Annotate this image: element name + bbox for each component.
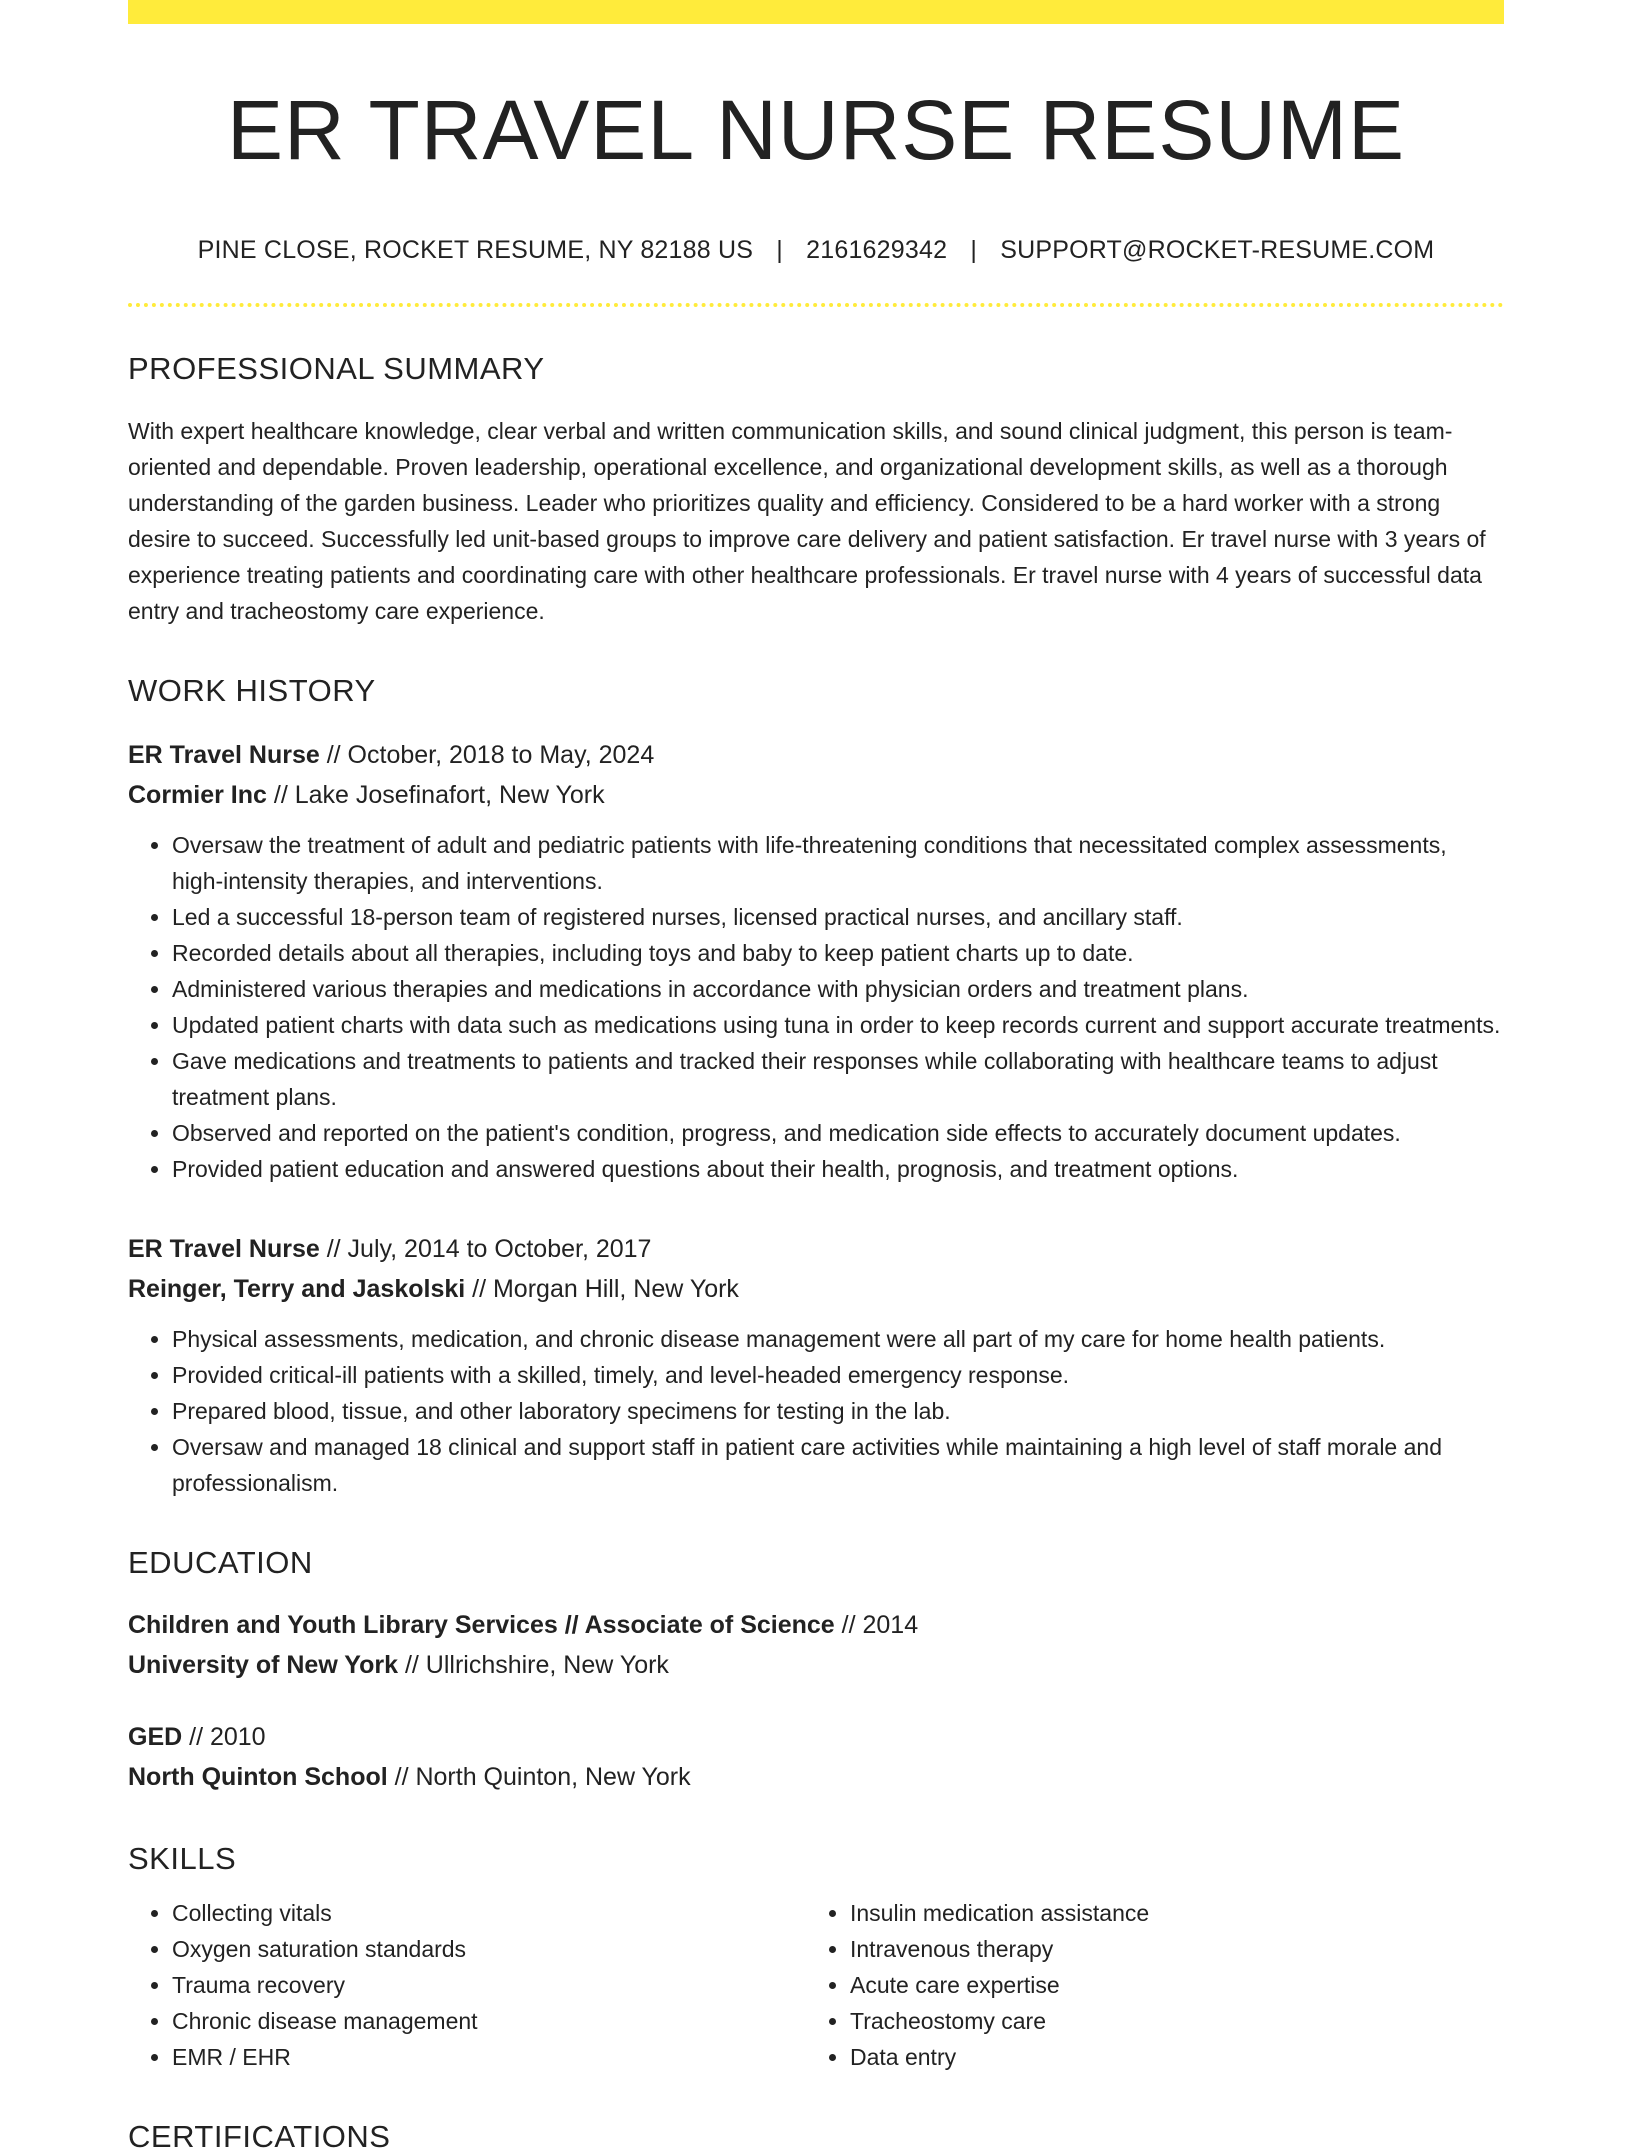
skill-item: • Oxygen saturation standards — [172, 1931, 806, 1967]
job-company: Reinger, Terry and Jaskolski — [128, 1275, 466, 1304]
skill-item: • Data entry — [850, 2039, 1484, 2075]
skill-item: • Acute care expertise — [850, 1967, 1484, 2003]
resume-title: ER TRAVEL NURSE RESUME — [226, 83, 1406, 177]
job-location: // Morgan Hill, New York — [465, 1275, 739, 1304]
education-degree-line — [128, 1605, 1504, 1645]
contact-address: PINE CLOSE, ROCKET RESUME, NY 82188 US — [197, 236, 754, 265]
work-history-heading: WORK HISTORY — [128, 673, 376, 709]
job-bullet: • Observed and reported on the patient's condition, progress, and medication side effects to accurately document updates. — [172, 1115, 1504, 1151]
job-bullet: • Administered various therapies and medications in accordance with physician orders and treatment plans. — [172, 971, 1504, 1007]
education-school: North Quinton School — [128, 1763, 388, 1792]
job-company: Cormier Inc — [128, 781, 267, 810]
skills-heading: SKILLS — [128, 1841, 237, 1877]
job-bullet: • Recorded details about all therapies, including toys and baby to keep patient charts up to date. — [172, 935, 1504, 971]
job-entry — [128, 1229, 1504, 1501]
education-year: // 2014 — [834, 1611, 919, 1640]
job-title-line — [128, 1229, 1504, 1269]
education-degree: Children and Youth Library Services // Associate of Science — [128, 1611, 835, 1640]
job-bullet: • Provided patient education and answered questions about their health, prognosis, and treatment options. — [172, 1151, 1504, 1187]
contact-separator: | — [776, 236, 783, 265]
education-degree-line — [128, 1717, 1504, 1757]
job-entry — [128, 735, 1504, 1187]
job-title-line — [128, 735, 1504, 775]
job-bullet: • Gave medications and treatments to patients and tracked their responses while collaborating with healthcare teams to adjust treatment plans. — [172, 1043, 1504, 1115]
job-company-line — [128, 775, 1504, 815]
job-title: ER Travel Nurse — [128, 1235, 320, 1264]
education-year: // 2010 — [182, 1723, 266, 1752]
certifications-heading: CERTIFICATIONS — [128, 2119, 391, 2155]
education-school-line — [128, 1645, 1504, 1685]
job-bullet: • Prepared blood, tissue, and other laboratory specimens for testing in the lab. — [172, 1393, 1504, 1429]
education-entry — [128, 1717, 1504, 1797]
summary-text: With expert healthcare knowledge, clear verbal and written communication skills, and sound clinical judgment, this person is team-oriented and dependable. Proven leadership, operational excellence, and organizational development skills, as well as a thorough understanding of the garden business. Leader who prioritizes quality and efficiency. Considered to be a hard worker with a strong desire to succeed. Successfully led unit-based groups to improve care delivery and patient satisfaction. Er travel nurse with 3 years of experience treating patients and coordinating care with other healthcare professionals. Er travel nurse with 4 years of successful data entry and tracheostomy care experience. — [128, 418, 1486, 625]
skill-item: • EMR / EHR — [172, 2039, 806, 2075]
summary-heading: PROFESSIONAL SUMMARY — [128, 351, 545, 387]
education-location: // North Quinton, New York — [387, 1763, 691, 1792]
job-bullets — [128, 827, 1504, 1187]
education-entry — [128, 1605, 1504, 1685]
job-bullet: • Provided critical-ill patients with a skilled, timely, and level-headed emergency response. — [172, 1357, 1504, 1393]
accent-top-bar — [128, 0, 1504, 24]
job-location: // Lake Josefinafort, New York — [266, 781, 605, 810]
job-bullet: • Updated patient charts with data such as medications using tuna in order to keep records current and support accurate treatments. — [172, 1007, 1504, 1043]
contact-separator: | — [970, 236, 978, 265]
skills-list-right — [806, 1895, 1484, 2075]
job-bullet: • Oversaw and managed 18 clinical and support staff in patient care activities while maintaining a high level of staff morale and professionalism. — [172, 1429, 1504, 1501]
skills-columns — [128, 1895, 1504, 2075]
job-bullet: • Physical assessments, medication, and chronic disease management were all part of my care for home health patients. — [172, 1321, 1504, 1357]
skill-item: • Collecting vitals — [172, 1895, 806, 1931]
education-heading: EDUCATION — [128, 1545, 313, 1581]
job-company-line — [128, 1269, 1504, 1309]
skill-item: • Tracheostomy care — [850, 2003, 1484, 2039]
job-bullet: • Led a successful 18-person team of registered nurses, licensed practical nurses, and ancillary staff. — [172, 899, 1504, 935]
job-bullet: • Oversaw the treatment of adult and pediatric patients with life-threatening conditions that necessitated complex assessments, high-intensity therapies, and interventions. — [172, 827, 1504, 899]
education-school-line — [128, 1757, 1504, 1797]
job-bullets — [128, 1321, 1504, 1501]
education-degree: GED — [128, 1723, 183, 1752]
contact-phone: 2161629342 — [806, 236, 948, 265]
job-title: ER Travel Nurse — [128, 741, 320, 770]
contact-email: SUPPORT@ROCKET-RESUME.COM — [1000, 236, 1435, 265]
contact-line — [128, 236, 1504, 265]
skill-item: • Trauma recovery — [172, 1967, 806, 2003]
skills-list-left — [128, 1895, 806, 2075]
job-dates: // October, 2018 to May, 2024 — [319, 741, 655, 770]
education-location: // Ullrichshire, New York — [398, 1651, 669, 1680]
job-dates: // July, 2014 to October, 2017 — [319, 1235, 652, 1264]
dotted-divider — [128, 303, 1504, 307]
skill-item: • Insulin medication assistance — [850, 1895, 1484, 1931]
skill-item: • Intravenous therapy — [850, 1931, 1484, 1967]
resume-page — [128, 0, 1504, 2155]
education-school: University of New York — [128, 1651, 398, 1680]
skill-item: • Chronic disease management — [172, 2003, 806, 2039]
